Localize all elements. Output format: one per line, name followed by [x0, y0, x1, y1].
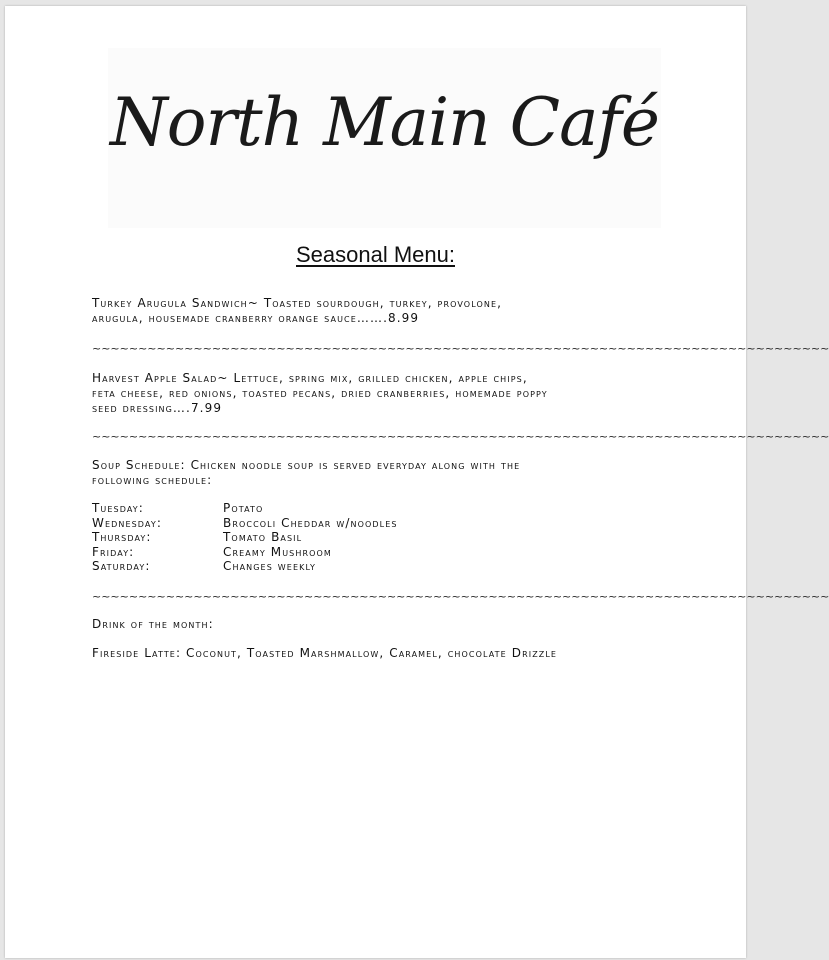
menu-item-line: Harvest Apple Salad~ Lettuce, spring mix, grilled chicken, apple chips, — [92, 371, 528, 385]
schedule-soup: Tomato Basil — [223, 530, 303, 545]
menu-item-salad — [92, 371, 672, 416]
soup-schedule — [92, 501, 652, 574]
schedule-row — [92, 530, 652, 545]
schedule-row — [92, 516, 652, 531]
cafe-logo — [108, 48, 661, 228]
schedule-row — [92, 545, 652, 560]
logo-text: North Main Café — [110, 84, 659, 161]
schedule-soup: Potato — [223, 501, 264, 515]
soup-intro-line: following schedule: — [92, 473, 213, 487]
soup-intro-line: Soup Schedule: Chicken noodle soup is served everyday along with the — [92, 458, 521, 472]
schedule-day: Thursday: — [92, 530, 152, 545]
menu-page — [5, 6, 829, 958]
soup-intro — [92, 458, 672, 488]
page-title: Seasonal Menu: — [296, 242, 455, 267]
drink-heading: Drink of the month: — [92, 617, 214, 631]
divider: ~~~~~~~~~~~~~~~~~~~~~~~~~~~~~~~~~~~~~~~~~~~~~~~~~~~~~~~~~~~~~~~~~~~~~~~~~~~~~~~~ — [92, 590, 829, 603]
schedule-soup: Changes weekly — [223, 559, 316, 574]
divider: ~~~~~~~~~~~~~~~~~~~~~~~~~~~~~~~~~~~~~~~~~~~~~~~~~~~~~~~~~~~~~~~~~~~~~~~~~~~~~~~~ — [92, 342, 829, 355]
schedule-day: Friday: — [92, 544, 135, 559]
menu-item-sandwich — [92, 296, 672, 326]
schedule-row — [92, 501, 652, 516]
schedule-row — [92, 559, 652, 574]
menu-item-line: Turkey Arugula Sandwich~ Toasted sourdough, turkey, provolone, — [92, 296, 503, 310]
schedule-day: Saturday: — [92, 559, 151, 574]
menu-item-line: seed dressing….7.99 — [92, 401, 223, 415]
divider: ~~~~~~~~~~~~~~~~~~~~~~~~~~~~~~~~~~~~~~~~~~~~~~~~~~~~~~~~~~~~~~~~~~~~~~~~~~~~~~~~ — [92, 430, 829, 443]
drink-description: Fireside Latte: Coconut, Toasted Marshmallow, Caramel, chocolate Drizzle — [92, 646, 558, 660]
schedule-day: Tuesday: — [92, 501, 144, 515]
menu-item-line: arugula, housemade cranberry orange sauce…….8.99 — [92, 311, 420, 325]
schedule-soup: Creamy Mushroom — [223, 544, 332, 559]
schedule-soup: Broccoli Cheddar w/noodles — [223, 515, 398, 530]
menu-item-line: feta cheese, red onions, toasted pecans, dried cranberries, homemade poppy — [92, 386, 548, 400]
schedule-day: Wednesday: — [92, 515, 162, 530]
